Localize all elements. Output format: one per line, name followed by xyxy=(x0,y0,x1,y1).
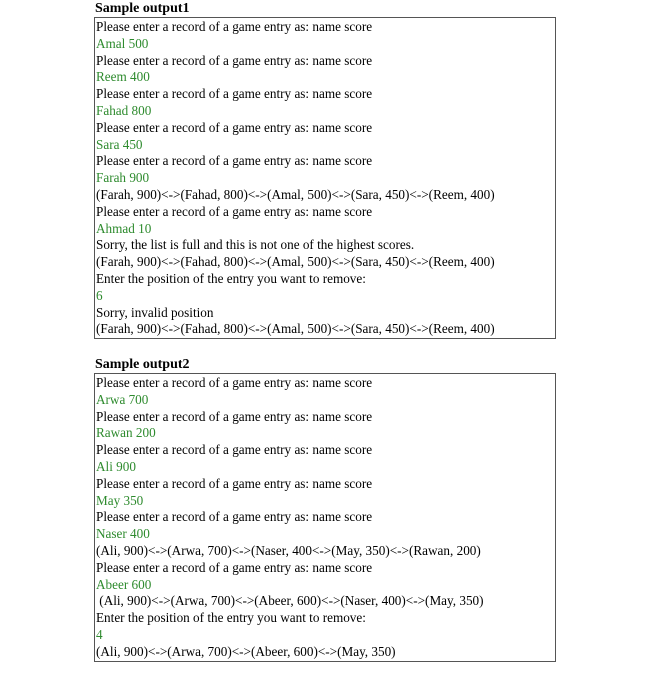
console-line: (Farah, 900)<->(Fahad, 800)<->(Amal, 500)<->(Sara, 450)<->(Reem, 400) xyxy=(96,186,495,202)
console-line: Please enter a record of a game entry as: name score xyxy=(96,119,373,135)
sample-output-1-section xyxy=(94,0,556,339)
console-line: Please enter a record of a game entry as: name score xyxy=(96,203,373,219)
console-line: Please enter a record of a game entry as: name score xyxy=(96,408,373,424)
console-line: Sorry, invalid position xyxy=(96,304,214,320)
console-line: Please enter a record of a game entry as: name score xyxy=(96,559,373,575)
console-line: (Ali, 900)<->(Arwa, 700)<->(Naser, 400<->(May, 350)<->(Rawan, 200) xyxy=(96,542,481,558)
console-line: Ahmad 10 xyxy=(96,220,152,236)
console-line: Enter the position of the entry you want to remove: xyxy=(96,610,366,626)
console-line: Naser 400 xyxy=(96,526,150,542)
console-line: Please enter a record of a game entry as: name score xyxy=(96,375,373,390)
console-line: Sorry, the list is full and this is not one of the highest scores. xyxy=(96,237,415,253)
sample-output-1-heading: Sample output1 xyxy=(95,1,190,16)
console-line: Please enter a record of a game entry as: name score xyxy=(96,52,373,68)
console-line: (Ali, 900)<->(Arwa, 700)<->(Abeer, 600)<->(May, 350) xyxy=(96,643,396,659)
sample-output-1-console xyxy=(94,17,556,339)
console-line: 4 xyxy=(96,626,103,642)
console-line: Reem 400 xyxy=(96,69,150,85)
console-line: (Farah, 900)<->(Fahad, 800)<->(Amal, 500)<->(Sara, 450)<->(Reem, 400) xyxy=(96,321,495,337)
console-line: Enter the position of the entry you want to remove: xyxy=(96,270,366,286)
console-line: Farah 900 xyxy=(96,170,150,186)
sample-output-2-heading: Sample output2 xyxy=(95,357,190,372)
console-line: May 350 xyxy=(96,492,144,508)
console-line: Please enter a record of a game entry as: name score xyxy=(96,442,373,458)
console-line: (Ali, 900)<->(Arwa, 700)<->(Abeer, 600)<->(Naser, 400)<->(May, 350) xyxy=(96,593,484,609)
console-line: 6 xyxy=(96,287,103,303)
console-line: Sara 450 xyxy=(96,136,143,152)
console-line: Please enter a record of a game entry as: name score xyxy=(96,475,373,491)
sample-output-2-console xyxy=(94,373,556,662)
console-line: Please enter a record of a game entry as: name score xyxy=(96,509,373,525)
console-line: Please enter a record of a game entry as: name score xyxy=(96,86,373,102)
console-line: Ali 900 xyxy=(96,458,136,474)
sample-output-2-section xyxy=(94,356,556,662)
console-line: Please enter a record of a game entry as: name score xyxy=(96,19,373,34)
console-line: (Farah, 900)<->(Fahad, 800)<->(Amal, 500)<->(Sara, 450)<->(Reem, 400) xyxy=(96,254,495,270)
console-line: Amal 500 xyxy=(96,35,149,51)
console-line: Fahad 800 xyxy=(96,102,152,118)
console-line: Rawan 200 xyxy=(96,425,156,441)
console-line: Abeer 600 xyxy=(96,576,152,592)
console-line: Please enter a record of a game entry as: name score xyxy=(96,153,373,169)
console-line: Arwa 700 xyxy=(96,391,149,407)
